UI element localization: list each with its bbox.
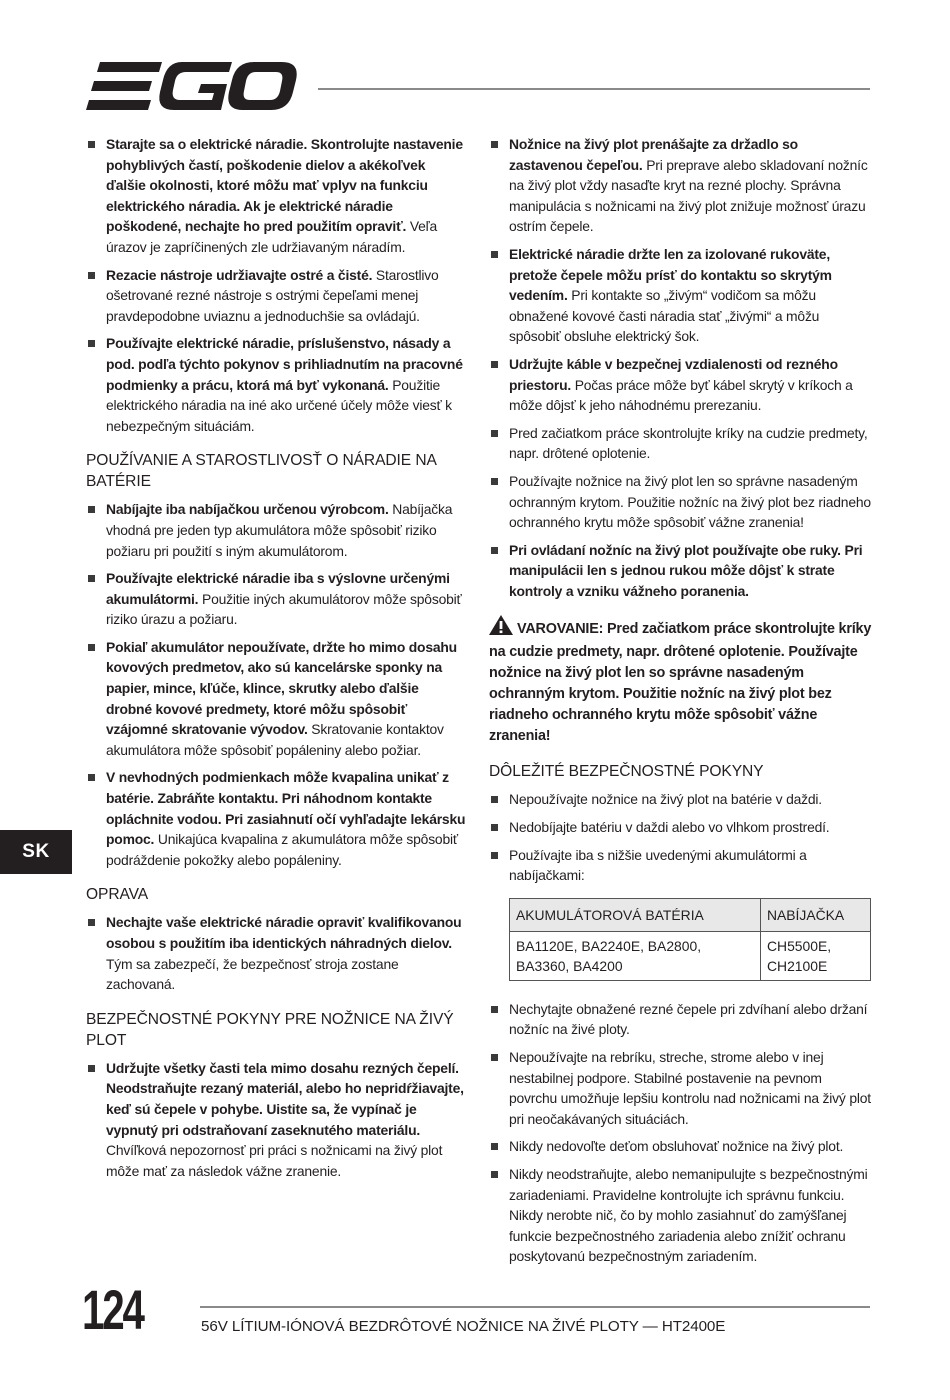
section-heading: DÔLEŽITÉ BEZPEČNOSTNÉ POKYNY <box>489 763 764 781</box>
list-item: Nikdy nedovoľte deťom obsluhovať nožnice na živý plot. <box>489 1136 872 1157</box>
list-item: Používajte nožnice na živý plot len so správne nasadeným ochranným krytom. Použitie nožníc na živý plot bez riadneho ochranného krytu môže spôsobiť vážne zranenia! <box>489 471 872 533</box>
list-item: V nevhodných podmienkach môže kvapalina unikať z batérie. Zabráňte kontaktu. Pri náhodnom kontakte opláchnite vodou. Pri zasiahnutí očí vyhľadajte lekársku pomoc. Unikajúca kvapalina z akumulátora môže spôsobiť podráždenie pokožky alebo popáleniny. <box>86 767 468 870</box>
list-item: Nechajte vaše elektrické náradie opraviť kvalifikovanou osobou s použitím iba identických náhradných dielov. Tým sa zabezpečí, že bezpečnosť stroja zostane zachovaná. <box>86 912 468 994</box>
list-item: Elektrické náradie držte len za izolované rukoväte, pretože čepele môžu prísť do kontaktu so skrytým vedením. Pri kontakte so „živým“ vodičom sa môžu obnažené kovové časti náradia stať „živými“ a môžu spôsobiť obsluhe elektrický šok. <box>489 244 872 347</box>
list-item: Nožnice na živý plot prenášajte za držadlo so zastavenou čepeľou. Pri preprave alebo skladovaní nožníc na živý plot vždy nasaďte kryt na rezné plochy. Správna manipulácia s nožnicami na živý plot znižuje možnosť úrazu ostrím čepele. <box>489 134 872 237</box>
table-row <box>510 931 871 980</box>
table-header-charger: NABÍJAČKA <box>761 898 871 931</box>
table-cell-batteries: BA1120E, BA2240E, BA2800, BA3360, BA4200 <box>510 931 761 980</box>
table-cell-chargers: CH5500E, CH2100E <box>761 931 871 980</box>
warning-icon <box>489 615 513 642</box>
list-item: Používajte elektrické náradie iba s výslovne určenými akumulátormi. Použitie iných akumulátorov môže spôsobiť riziko úrazu a požiaru. <box>86 568 468 630</box>
warning-text: Pred začiatkom práce skontrolujte kríky na cudzie predmety, napr. drôtené oplotenie. Používajte nožnice na živý plot len so správne nasadeným ochranným krytom. Použitie nožníc na živý plot bez riadneho ochranného krytu môže spôsobiť vážne zranenia! <box>489 621 872 745</box>
warning-label: VAROVANIE: <box>517 621 604 638</box>
battery-charger-table <box>509 898 871 981</box>
list-item: Pokiaľ akumulátor nepoužívate, držte ho mimo dosahu kovových predmetov, ako sú kancelárske sponky na papier, mince, kľúče, klince, skrutky alebo ďalšie drobné kovové predmety, ktoré môžu spôsobiť vzájomné skratovanie vývodov. Skratovanie kontaktov akumulátora môže spôsobiť popáleniny alebo požiar. <box>86 637 468 761</box>
list-item: Starajte sa o elektrické náradie. Skontrolujte nastavenie pohyblivých častí, poškodenie dielov a akékoľvek ďalšie okolnosti, ktoré môžu mať vplyv na funkciu elektrického náradia. Ak je elektrické náradie poškodené, nechajte ho pred použitím opraviť. Veľa úrazov je zapríčinených zle udržiavaným náradím. <box>86 134 468 258</box>
list-item: Pred začiatkom práce skontrolujte kríky na cudzie predmety, napr. drôtené oplotenie. <box>489 423 872 464</box>
left-column <box>86 134 468 1188</box>
list-item: Nepoužívajte nožnice na živý plot na batérie v daždi. <box>489 789 872 810</box>
list-item: Používajte elektrické náradie, príslušenstvo, násady a pod. podľa týchto pokynov s prihliadnutím na pracovné podmienky a prácu, ktorá má byť vykonaná. Použitie elektrického náradia na iné ako určené účely môže viesť k nebezpečným situáciám. <box>86 333 468 436</box>
section-heading: OPRAVA <box>86 886 149 904</box>
header-rule <box>318 88 870 90</box>
section-heading: POUŽÍVANIE A STAROSTLIVOSŤ O NÁRADIE NA BATÉRIE <box>86 452 436 491</box>
page-number: 124 <box>82 1278 143 1341</box>
table-header-battery: AKUMULÁTOROVÁ BATÉRIA <box>510 898 761 931</box>
list-item: Nikdy neodstraňujte, alebo nemanipulujte s bezpečnostnými zariadeniami. Pravidelne kontrolujte ich správnu funkciu. Nikdy nerobte nič, čo by mohlo zasiahnuť do zamýšľanej funkcie bezpečnostného zariadenia alebo znížiť ochranu poskytovanú bezpečnostným zariadením. <box>489 1164 872 1267</box>
list-item: Používajte iba s nižšie uvedenými akumulátormi a nabíjačkami: <box>489 845 872 886</box>
footer-rule <box>200 1306 870 1308</box>
list-item: Rezacie nástroje udržiavajte ostré a čisté. Starostlivo ošetrované rezné nástroje s ostrými čepeľami menej pravdepodobne uviaznu a jednoduchšie sa ovládajú. <box>86 265 468 327</box>
language-tab: SK <box>0 830 72 874</box>
list-item: Nechytajte obnažené rezné čepele pri zdvíhaní alebo držaní nožníc na živé ploty. <box>489 999 872 1040</box>
list-item: Pri ovládaní nožníc na živý plot používajte obe ruky. Pri manipulácii len s jednou rukou môže dôjsť k strate kontroly a vzniku vážneho poranenia. <box>489 540 872 602</box>
footer-title: 56V LÍTIUM-IÓNOVÁ BEZDRÔTOVÉ NOŽNICE NA ŽIVÉ PLOTY — HT2400E <box>201 1318 726 1335</box>
section-heading: BEZPEČNOSTNÉ POKYNY PRE NOŽNICE NA ŽIVÝ PLOT <box>86 1010 454 1049</box>
right-column <box>489 134 872 1274</box>
list-item: Nabíjajte iba nabíjačkou určenou výrobcom. Nabíjačka vhodná pre jeden typ akumulátora môže spôsobiť riziko požiaru pri použití s iným akumulátorom. <box>86 499 468 561</box>
list-item: Udržujte káble v bezpečnej vzdialenosti od rezného priestoru. Počas práce môže byť kábel skrytý v kríkoch a môže dôjsť k jeho náhodnému prerezaniu. <box>489 354 872 416</box>
list-item: Nepoužívajte na rebríku, streche, strome alebo v inej nestabilnej podpore. Stabilné postavenie na pevnom povrchu umožňuje lepšiu kontrolu nad nožnicami na živý plot pri neočakávaných situáciách. <box>489 1047 872 1129</box>
list-item: Nedobíjajte batériu v daždi alebo vo vlhkom prostredí. <box>489 817 872 838</box>
ego-logo <box>86 60 298 117</box>
list-item: Udržujte všetky časti tela mimo dosahu rezných čepelí. Neodstraňujte rezaný materiál, alebo ho nepridŕžiavajte, keď sú čepele v pohybe. Uistite sa, že vypínač je vypnutý pri odstraňovaní zaseknutého materiálu. Chvíľková nepozornosť pri práci s nožnicami na živý plot môže mať za následok vážne zranenie. <box>86 1058 468 1182</box>
warning-block <box>489 615 872 747</box>
